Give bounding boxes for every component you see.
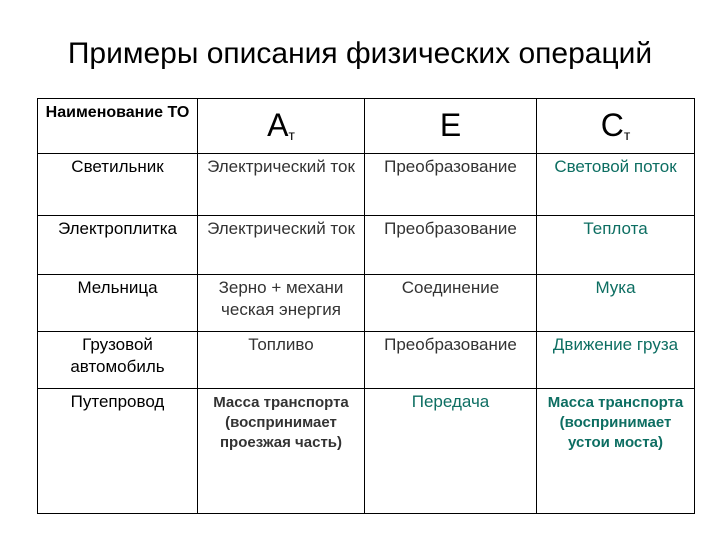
table-row [38,332,695,389]
cell-at: Электрический ток [198,154,365,216]
header-ct-letter: С [600,107,624,143]
cell-name: Грузовой автомобиль [38,332,198,389]
table-row [38,389,695,514]
cell-e: Преобразование [365,154,537,216]
cell-name: Светильник [38,154,198,216]
table-row [38,154,695,216]
cell-name: Путепровод [38,389,198,514]
cell-ct: Масса транспорта (воспринимает устои моста) [537,389,695,514]
cell-ct: Мука [537,275,695,332]
slide-title: Примеры описания физических операций [67,37,653,70]
table-row [38,275,695,332]
header-at [198,99,365,154]
cell-name: Мельница [38,275,198,332]
header-ct [537,99,695,154]
cell-e: Преобразование [365,332,537,389]
header-at-sub: т [288,127,295,143]
operations-table [37,98,695,514]
table-row [38,216,695,275]
header-ct-sub: т [623,127,631,143]
cell-name: Электроплитка [38,216,198,275]
cell-ct: Движение груза [537,332,695,389]
header-name: Наименование ТО [38,99,198,154]
cell-e: Соединение [365,275,537,332]
cell-e: Передача [365,389,537,514]
cell-at: Зерно + механи ческая энергия [198,275,365,332]
table-header-row [38,99,695,154]
cell-at: Электрический ток [198,216,365,275]
cell-at: Масса транспорта (воспринимает проезжая часть) [198,389,365,514]
header-at-letter: А [267,107,289,143]
cell-at: Топливо [198,332,365,389]
cell-e: Преобразование [365,216,537,275]
header-e: Е [365,99,537,154]
cell-ct: Световой поток [537,154,695,216]
cell-ct: Теплота [537,216,695,275]
